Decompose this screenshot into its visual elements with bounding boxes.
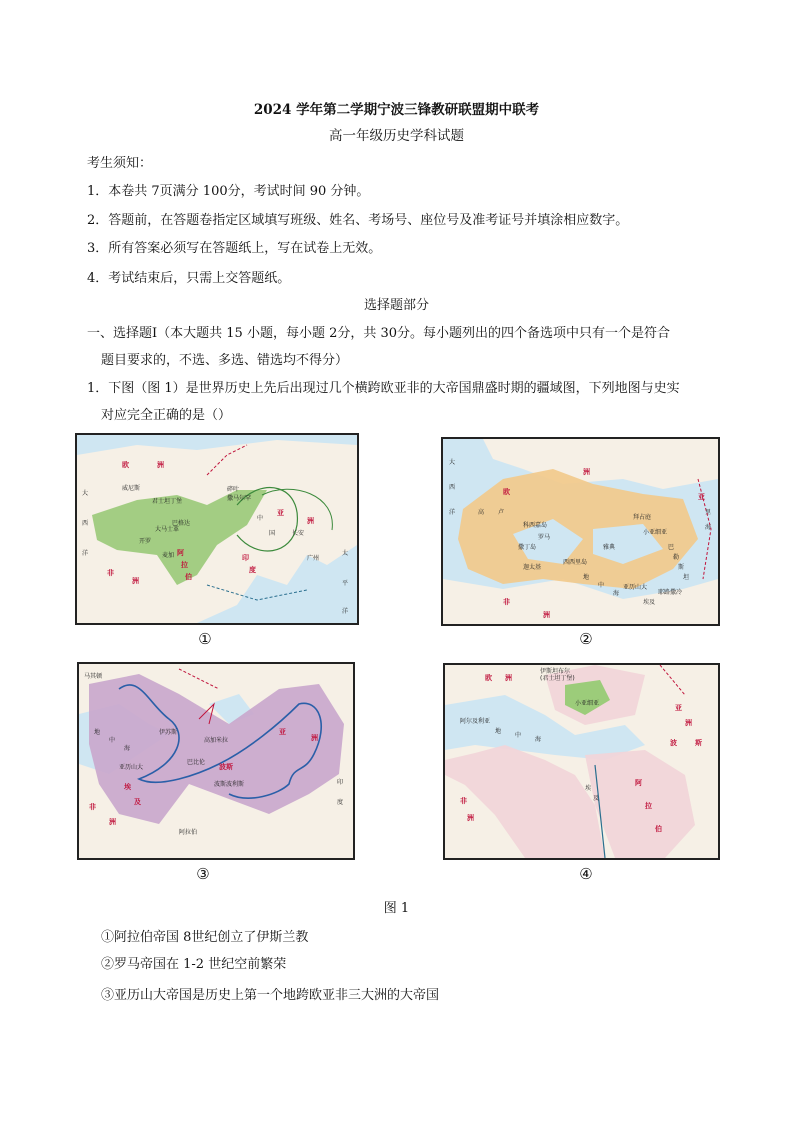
map1-label-11: 撒马尔罕 [227, 495, 252, 502]
map2-label-16: 耶路撒冷 [658, 589, 683, 596]
map1-label-17: 国 [269, 530, 276, 537]
map2-label-7: 罗马 [538, 534, 551, 541]
map3-label-0: 马其顿 [84, 673, 103, 680]
statement-1: ①阿拉伯帝国 8世纪创立了伊斯兰教 [101, 930, 309, 945]
map-number-4: ④ [579, 865, 593, 883]
map-alexander-empire [77, 662, 355, 860]
map3-label-14: 非 [89, 803, 96, 811]
map2-label-12: 巴 [668, 544, 675, 551]
map1-label-6: 阿 [177, 549, 184, 557]
map1-label-22: 大 [82, 490, 89, 497]
map1-label-18: 长安 [292, 530, 305, 537]
map-number-1: ① [198, 630, 212, 648]
map2-label-25: 里 [705, 509, 712, 516]
map1-label-23: 西 [82, 520, 89, 527]
map2-label-28: 中 [598, 582, 605, 589]
map1-label-21: 度 [249, 566, 256, 574]
map1-label-25: 太 [342, 550, 349, 557]
map4-label-12: 洲 [467, 814, 474, 822]
map2-label-21: 西西里岛 [563, 559, 588, 566]
map4-label-3: 阿尔及利亚 [460, 718, 491, 725]
map3-label-13: 洲 [311, 734, 318, 742]
map4-label-4: 埃 [585, 785, 592, 792]
map2-label-23: 科西嘉岛 [523, 522, 548, 529]
map3-label-7: 埃 [124, 783, 131, 791]
map4-label-9: 波 [670, 739, 677, 747]
map2-label-19: 非 [503, 598, 510, 606]
map1-label-27: 洋 [342, 608, 349, 615]
map2-label-13: 勒 [673, 554, 680, 561]
map2-label-1: 西 [449, 484, 456, 491]
map3-label-2: 高加米拉 [204, 737, 229, 744]
section-title: 选择题部分 [363, 298, 429, 313]
map2-label-9: 雅典 [603, 544, 616, 551]
map1-label-13: 麦加 [162, 552, 175, 559]
map2-label-8: 迦太基 [523, 564, 542, 571]
map1-label-19: 广州 [307, 555, 320, 562]
map1-label-28: 碎叶 [227, 486, 240, 493]
map4-label-15: 欧 [485, 674, 492, 682]
map2-label-0: 大 [449, 459, 456, 466]
map1-label-26: 平 [342, 580, 349, 587]
question-1-line-1: 1．下图（图 1）是世界历史上先后出现过几个横跨欧亚非的大帝国鼎盛时期的疆域图，下列地图与史实 [87, 381, 680, 396]
map4-label-10: 斯 [695, 739, 702, 747]
map2-label-29: 海 [613, 590, 620, 597]
map4-label-8: 伯 [655, 825, 662, 833]
section-instruction-2: 题目要求的，不选、多选、错选均不得分） [101, 353, 349, 368]
map2-label-10: 拜占庭 [633, 514, 652, 521]
map4-label-13: 亚 [675, 704, 682, 712]
map1-label-5: 洲 [132, 577, 139, 585]
map4-label-18: 中 [515, 732, 522, 739]
map3-label-4: 巴比伦 [187, 759, 206, 766]
map3-label-3: 亚历山大 [119, 764, 144, 771]
map3-label-11: 度 [337, 799, 344, 806]
map3-label-10: 印 [337, 779, 344, 786]
map3-label-16: 地 [94, 729, 101, 736]
map2-label-20: 洲 [543, 611, 550, 619]
map2-label-11: 小亚细亚 [643, 529, 668, 536]
map2-label-15: 坦 [683, 574, 690, 581]
map1-label-15: 开罗 [139, 538, 152, 545]
exam-title: 2024 学年第二学期宁波三锋教研联盟期中联考 [253, 102, 540, 118]
map3-label-9: 阿拉伯 [179, 829, 198, 836]
map1-label-3: 洲 [307, 517, 314, 525]
map1-label-14: 大马士革 [155, 526, 180, 533]
statement-3: ③亚历山大帝国是历史上第一个地跨欧亚非三大洲的大帝国 [101, 988, 440, 1003]
notice-item-3: 3．所有答案必须写在答题纸上，写在试卷上无效。 [87, 241, 382, 256]
map1-label-7: 拉 [181, 561, 188, 569]
map4-label-14: 洲 [685, 719, 692, 727]
map1-label-8: 伯 [185, 573, 192, 581]
notice-heading: 考生须知： [87, 156, 153, 171]
map1-label-10: 君士坦丁堡 [152, 498, 183, 505]
map3-label-15: 洲 [109, 818, 116, 826]
map1-label-12: 巴格达 [172, 520, 191, 527]
notice-item-2: 2．答题前，在答题卷指定区域填写班级、姓名、考场号、座位号及准考证号并填涂相应数字。 [87, 213, 629, 228]
map2-label-3: 欧 [503, 488, 510, 496]
map3-label-1: 伊苏斯 [159, 729, 178, 736]
statement-2: ②罗马帝国在 1-2 世纪空前繁荣 [101, 957, 287, 972]
map2-label-2: 洋 [449, 509, 456, 516]
map3-label-17: 中 [109, 737, 116, 744]
map1-label-9: 威尼斯 [122, 485, 141, 492]
map4-label-1: (君士坦丁堡) [540, 675, 575, 682]
map4-label-19: 海 [535, 736, 542, 743]
map4-label-17: 地 [495, 728, 502, 735]
map-ottoman-empire [443, 663, 720, 860]
map3-label-8: 及 [134, 798, 141, 806]
map1-label-4: 非 [107, 569, 114, 577]
map2-label-26: 海 [705, 524, 712, 531]
map-arab-empire [75, 433, 359, 625]
notice-item-4: 4．考试结束后，只需上交答题纸。 [87, 271, 291, 286]
map1-label-20: 印 [242, 554, 249, 562]
map2-label-5: 高 [478, 509, 485, 516]
map3-label-6: 波斯波利斯 [214, 781, 245, 788]
map3-label-5: 波斯 [219, 763, 233, 771]
notice-item-1: 1．本卷共 7页满分 100分，考试时间 90 分钟。 [87, 184, 370, 199]
map3-label-18: 海 [124, 745, 131, 752]
map-roman-empire [441, 437, 720, 626]
question-1-line-2: 对应完全正确的是（） [101, 408, 232, 423]
map1-label-2: 亚 [277, 509, 284, 517]
map2-label-14: 斯 [678, 564, 685, 571]
map4-label-11: 非 [460, 797, 467, 805]
map2-label-4: 洲 [583, 468, 590, 476]
map4-label-16: 洲 [505, 674, 512, 682]
map2-label-17: 亚历山大 [623, 584, 648, 591]
map4-label-7: 拉 [645, 802, 652, 810]
map2-label-6: 卢 [498, 509, 505, 516]
map2-label-18: 埃及 [643, 599, 656, 606]
map1-label-1: 洲 [157, 461, 164, 469]
map-number-3: ③ [196, 865, 210, 883]
map4-label-2: 小亚细亚 [575, 700, 600, 707]
map1-label-0: 欧 [122, 461, 129, 469]
map3-label-12: 亚 [279, 728, 286, 736]
map1-label-24: 洋 [82, 550, 89, 557]
map1-label-16: 中 [257, 515, 264, 522]
map2-label-27: 地 [583, 574, 590, 581]
map4-label-0: 伊斯坦布尔 [540, 668, 571, 675]
map2-label-24: 亚 [698, 493, 705, 501]
exam-subtitle: 高一年级历史学科试题 [329, 128, 464, 144]
map4-label-5: 及 [593, 795, 600, 802]
map-number-2: ② [579, 630, 593, 648]
figure-caption: 图 1 [383, 901, 410, 916]
map4-label-6: 阿 [635, 779, 642, 787]
section-instruction-1: 一、选择题Ⅰ（本大题共 15 小题，每小题 2分，共 30分。每小题列出的四个备选项中只有一个是符合 [87, 326, 671, 341]
map2-label-22: 撒丁岛 [518, 544, 537, 551]
